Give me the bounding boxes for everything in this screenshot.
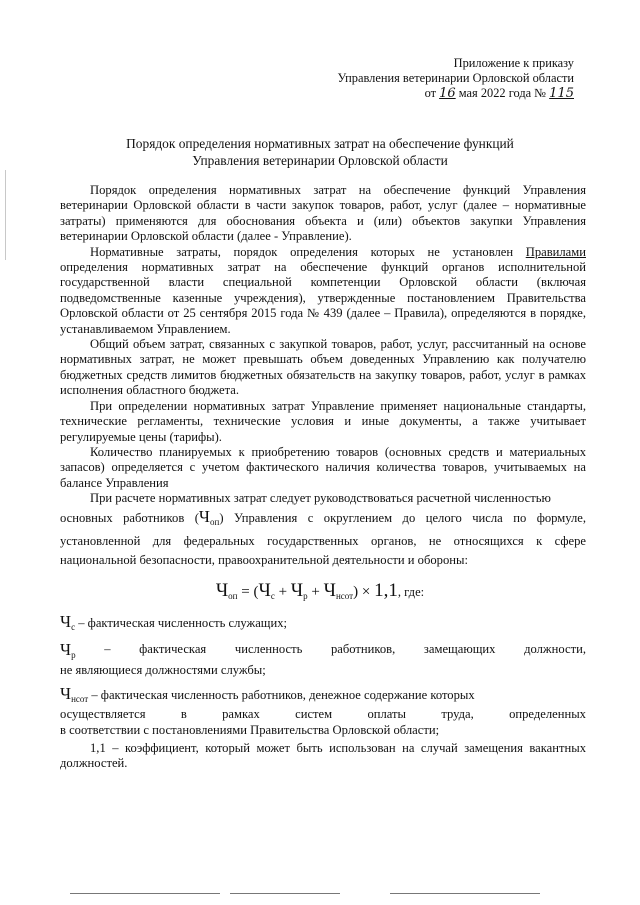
paragraph-3: Общий объем затрат, связанных с закупкой товаров, работ, услуг, рассчитанный на основе нормативных затрат, не может превышать объем доведенных Управлению как получателю бюджетных средств лимитов бюджетных обязательств на закупку товаров, работ, услуг в рамках исполнения областного бюджета. [60, 337, 586, 398]
paragraph-2: Нормативные затраты, порядок определения которых не установлен Правилами определения нормативных затрат на обеспечение функций органов исполнительной государственной власти специальной компетенции Орловской области (включая подведомственные казенные учреждения), утвержденные постановлением Правительства Орловской области от 25 сентября 2015 года № 439 (далее – Правила), определяются в порядке, устанавливаемом Управлением. [60, 244, 586, 336]
paragraph-6-rest: основных работников $(Ч_{оп})$ Управления с округлением до целого числа по формуле, установленной для федеральных государственных органов, не относящихся к сфере национальной безопасности, правоохранительной деятельности и обороны: [60, 506, 586, 567]
document-title [0, 135, 640, 169]
title-line-2: Управления ветеринарии Орловской области [192, 153, 448, 168]
handwritten-day: 16 [439, 86, 456, 101]
definition-ch-nsot: $Ч_{нсот}$ – фактическая численность работников, денежное содержание которых осуществляется в рамках систем оплаты труда, определенных в соответствии с постановлениями Правительства Орловской области; [60, 684, 586, 737]
header-line-3: от 16 мая 2022 года № 115 [424, 86, 574, 101]
paragraph-4: При определении нормативных затрат Управление применяет национальные стандарты, технические регламенты, технические условия и иные документы, а также учитывает регулируемые цены (тарифы). [60, 398, 586, 444]
handwritten-number: 115 [549, 86, 574, 101]
definition-ch-r-line-2: не являющиеся должностями службы; [60, 663, 266, 678]
main-text [60, 183, 586, 570]
definition-ch-nsot-line-3: в соответствии с постановлениями Правительства Орловской области; [60, 722, 440, 737]
footer-rule-left [70, 893, 220, 894]
definition-ch-r: $Ч_р$ – фактическая численность работников, замещающих должности, не являющиеся должностями службы; [60, 640, 586, 678]
scan-edge-mark [5, 170, 6, 260]
appendix-header [337, 56, 574, 101]
definition-ch-c: $Ч_с$ – фактическая численность служащих; [60, 612, 288, 632]
header-line-1: Приложение к приказу [453, 56, 574, 70]
symbol-ch-op: $Ч_{оп}$ [198, 506, 220, 527]
paragraph-1: Порядок определения нормативных затрат на обеспечение функций Управления ветеринарии Орловской области в части закупок товаров, работ, услуг (далее – нормативные затраты) применяются для обоснования объекта и (или) объектов закупки Управления ветеринарии Орловской области (далее - Управление). [60, 183, 586, 244]
footer-rule-middle [230, 893, 340, 894]
header-line-2: Управления ветеринарии Орловской области [337, 71, 574, 85]
paragraph-5: Количество планируемых к приобретению товаров (основных средств и материальных запасов) определяется с учетом фактического наличия количества товаров, учитываемых на балансе Управления [60, 444, 586, 490]
definition-coefficient: 1,1 – коэффициент, который может быть использован на случай замещения вакантных должностей. [60, 741, 586, 771]
paragraph-6-line-1: При расчете нормативных затрат следует руководствоваться расчетной численностью [90, 491, 551, 506]
footer-rule-right [390, 893, 540, 894]
headcount-formula: $Ч_{оп} = (Ч_с + Ч_р + Ч_{нсот}) \times 1,1$, где: [215, 580, 425, 601]
pravila-link[interactable]: Правилами [525, 244, 586, 259]
title-line-1: Порядок определения нормативных затрат на обеспечение функций [126, 136, 514, 151]
